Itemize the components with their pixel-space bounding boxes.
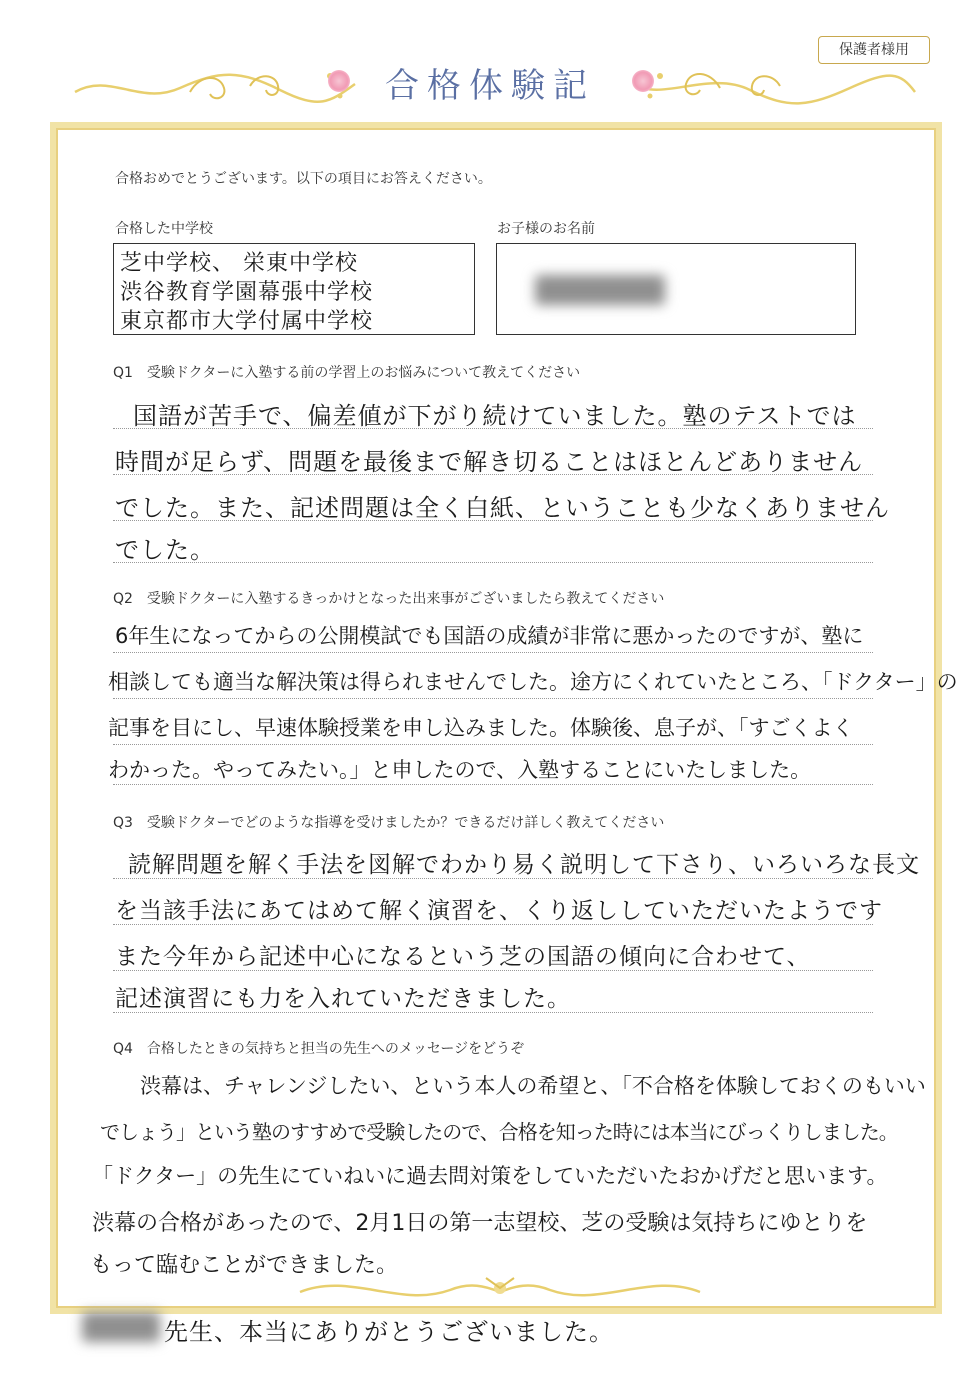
q3-question: Q3 受験ドクターでどのような指導を受けましたか？できるだけ詳しく教えてください xyxy=(113,815,665,831)
flower-icon-right xyxy=(632,70,654,92)
q4-answer-line-1: 渋幕は、チャレンジしたい、という本人の希望と、「不合格を体験しておくのもいい xyxy=(140,1074,926,1098)
q3-answer-line-1: 読解問題を解く手法を図解でわかり易く説明して下さり、いろいろな長文 xyxy=(128,852,920,878)
q2-rule-1 xyxy=(113,652,873,653)
q2-answer-line-1: 6年生になってからの公開模試でも国語の成績が非常に悪かったのですが、塾に xyxy=(115,624,864,648)
q3-answer-line-2: を当該手法にあてはめて解く演習を、くり返ししていただいたようです xyxy=(115,898,883,924)
audience-badge: 保護者様用 xyxy=(818,36,930,64)
child-name-label: お子様のお名前 xyxy=(497,221,595,237)
q1-answer-line-1: 国語が苦手で、偏差値が下がり続けていました。塾のテストでは xyxy=(133,402,857,430)
q1-answer-line-2: 時間が足らず、問題を最後まで解き切ることはほとんどありません xyxy=(115,448,864,476)
child-name-redacted xyxy=(535,275,665,305)
q2-rule-3 xyxy=(113,744,873,745)
school-line-2: 渋谷教育学園幕張中学校 xyxy=(120,280,374,305)
q3-answer-line-3: また今年から記述中心になるという芝の国語の傾向に合わせて、 xyxy=(115,944,811,970)
q3-answer-line-4: 記述演習にも力を入れていただきました。 xyxy=(115,986,571,1012)
q1-answer-line-3: でした。また、記述問題は全く白紙、ということも少なくありません xyxy=(115,494,890,522)
teacher-name-redacted xyxy=(82,1312,160,1342)
q4-question: Q4 合格したときの気持ちと担当の先生へのメッセージをどうぞ xyxy=(113,1041,525,1057)
q2-rule-4 xyxy=(113,784,873,785)
q2-question: Q2 受験ドクターに入塾するきっかけとなった出来事がございましたら教えてください xyxy=(113,591,665,607)
q1-answer-line-4: でした。 xyxy=(115,536,215,564)
q4-answer-line-3: 「ドクター」の先生にていねいに過去問対策をしていただいたおかげだと思います。 xyxy=(92,1164,888,1188)
flower-icon-left xyxy=(328,70,350,92)
school-line-1: 芝中学校、 栄東中学校 xyxy=(120,251,358,276)
q4-answer-line-4: 渋幕の合格があったので、2月1日の第一志望校、芝の受験は気持ちにゆとりを xyxy=(92,1211,868,1236)
q4-answer-line-2: でしょう」という塾のすすめで受験したので、合格を知った時には本当にびっくりしました。 xyxy=(100,1120,898,1144)
q2-answer-line-3: 記事を目にし、早速体験授業を申し込みました。体験後、息子が、「すごくよく xyxy=(108,716,854,740)
intro-text: 合格おめでとうございます。以下の項目にお答えください。 xyxy=(115,171,492,187)
q4-answer-line-6: 先生、本当にありがとうございました。 xyxy=(164,1318,614,1346)
q1-rule-4 xyxy=(113,562,873,563)
school-label: 合格した中学校 xyxy=(115,221,213,237)
right-ornament xyxy=(630,62,920,108)
q2-answer-line-4: わかった。やってみたい。」と申したので、入塾することにいたしました。 xyxy=(108,758,812,782)
q1-question: Q1 受験ドクターに入塾する前の学習上のお悩みについて教えてください xyxy=(113,365,581,381)
school-line-3: 東京都市大学付属中学校 xyxy=(120,309,374,334)
bottom-ornament xyxy=(290,1268,710,1312)
left-ornament xyxy=(70,62,360,108)
q2-answer-line-2: 相談しても適当な解決策は得られませんでした。途方にくれていたところ、「ドクター」の xyxy=(108,670,958,694)
page-title: 合格体験記 xyxy=(385,66,595,106)
q4-answer-line-5: もって臨むことができました。 xyxy=(90,1253,399,1278)
q2-rule-2 xyxy=(113,698,873,699)
